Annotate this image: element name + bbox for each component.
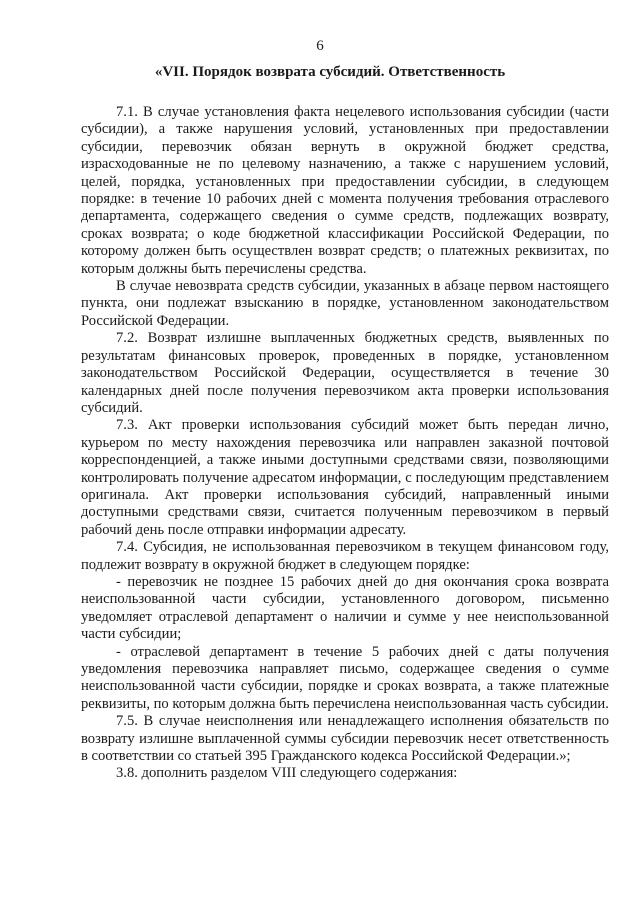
paragraph: 7.2. Возврат излишне выплаченных бюджетных средств, выявленных по результатам финансовых проверок, проведенных в порядке, установленном законодательством Российской Федерации, осуществляется в течение 30 календарных дней после получения перевозчиком акта проверки использования субсидий. [81,330,609,416]
paragraph: - отраслевой департамент в течение 5 рабочих дней с даты получения уведомления перевозчика направляет письмо, содержащее сведения о сумме неиспользованной части субсидии, порядке и сроках возврата, а также платежные реквизиты, по которым должна быть перечислена неиспользованная часть субсидии. [81,643,609,712]
paragraph: 3.8. дополнить разделом VIII следующего содержания: [116,765,458,782]
paragraph: 7.4. Субсидия, не использованная перевозчиком в текущем финансовом году, подлежит возврату в окружной бюджет в следующем порядке: [81,539,609,573]
paragraph: - перевозчик не позднее 15 рабочих дней до дня окончания срока возврата неиспользованной части субсидии, установленного договором, письменно уведомляет отраслевой департамент о наличии и сумме у нее неиспользованной части субсидии; [81,573,609,643]
paragraph: 7.3. Акт проверки использования субсидий может быть передан лично, курьером по месту нахождения перевозчика или направлен заказной почтовой корреспонденцией, а также иными доступными средствами связи, позволяющими контролировать получение адресатом информации, с последующим представлением оригинала. Акт проверки использования субсидий, направленный иными доступными средствами связи, считается полученным перевозчиком в первый рабочий день после отправки информации адресату. [81,417,609,538]
page-number: 6 [316,38,324,54]
section-heading: «VII. Порядок возврата субсидий. Ответственность [154,64,506,80]
paragraph: В случае невозврата средств субсидии, указанных в абзаце первом настоящего пункта, они подлежат взысканию в порядке, установленном законодательством Российской Федерации. [81,278,609,329]
paragraph: 7.5. В случае неисполнения или ненадлежащего исполнения обязательств по возврату излишне выплаченной суммы субсидии перевозчик несет ответственность в соответствии со статьей 395 Гражданского кодекса Российской Федерации.»; [81,713,609,765]
paragraph: 7.1. В случае установления факта нецелевого использования субсидии (части субсидии), а также нарушения условий, установленных при предоставлении субсидии, перевозчик обязан вернуть в окружной бюджет средства, израсходованные не по целевому назначению, а также с нарушением условий, целей, порядка, установленных при предоставлении субсидии, в следующем порядке: в течение 10 рабочих дней с момента получения требования отраслевого департамента, содержащего сведения о сумме средств, подлежащих возврату, сроках возврата; о коде бюджетной классификации Российской Федерации, по которому должен быть осуществлен возврат средств; о платежных реквизитах, по которым должны быть перечислены средства. [81,104,609,277]
document-body [81,104,609,783]
